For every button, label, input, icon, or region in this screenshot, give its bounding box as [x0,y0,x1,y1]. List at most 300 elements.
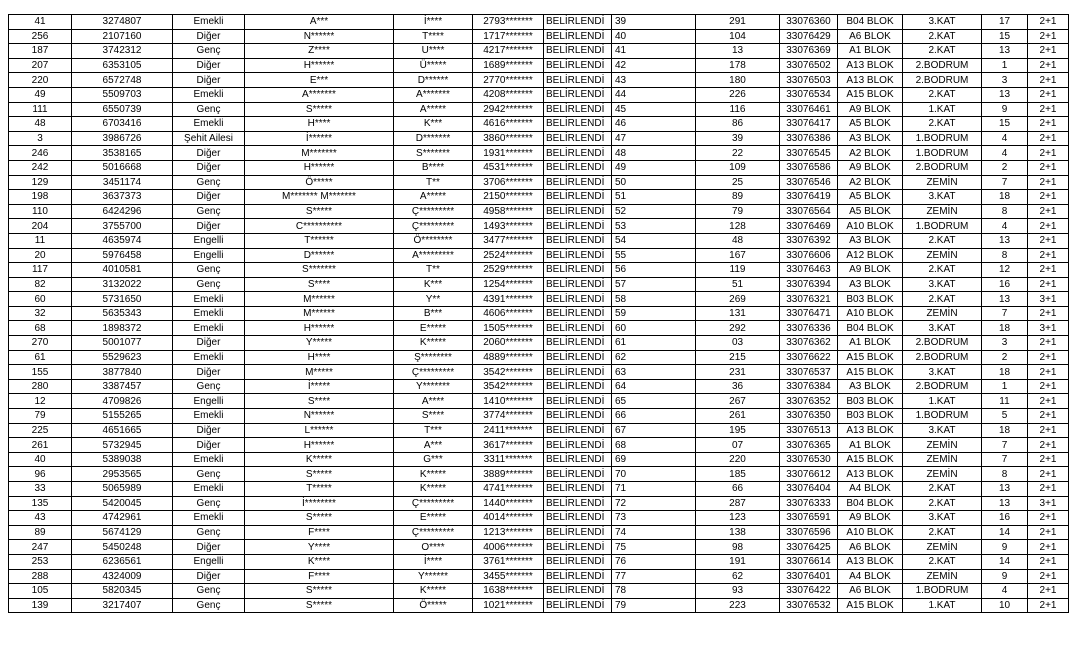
cell-ad: N****** [245,29,394,44]
cell-basvuru-no: 6550739 [72,102,173,117]
cell-kategori: Engelli [173,394,245,409]
cell-blok: A10 BLOK [838,525,903,540]
cell-sira-no: 246 [9,146,72,161]
cell-kura-sira: 40 [612,29,696,44]
table-row [9,321,1069,336]
cell-kura-sira: 65 [612,394,696,409]
cell-konut-no: 119 [696,263,780,278]
cell-sira-no: 204 [9,219,72,234]
cell-ad: F**** [245,525,394,540]
cell-kat: 2.BODRUM [903,73,982,88]
allocation-table [8,14,1069,613]
cell-kat: 1.BODRUM [903,584,982,599]
cell-tc-kimlik: 1440******* [473,496,544,511]
cell-bagimsiz-bolum-no: 33076404 [780,482,838,497]
cell-blok: A12 BLOK [838,248,903,263]
cell-blok: B03 BLOK [838,394,903,409]
cell-konut-no: 128 [696,219,780,234]
cell-durum: BELİRLENDİ [544,73,612,88]
cell-tc-kimlik: 2524******* [473,248,544,263]
cell-oda-sayisi: 2+1 [1028,233,1069,248]
cell-soyad: K***** [394,482,473,497]
cell-tc-kimlik: 2942******* [473,102,544,117]
cell-ad: A*** [245,15,394,30]
cell-bagimsiz-bolum-no: 33076612 [780,467,838,482]
cell-ad: T***** [245,482,394,497]
cell-durum: BELİRLENDİ [544,350,612,365]
cell-blok: A9 BLOK [838,160,903,175]
cell-ad: H****** [245,58,394,73]
cell-bagimsiz-bolum-no: 33076369 [780,44,838,59]
cell-kategori: Diğer [173,438,245,453]
cell-kategori: Genç [173,467,245,482]
cell-bagimsiz-bolum-no: 33076606 [780,248,838,263]
cell-kategori: Genç [173,584,245,599]
cell-daire-no: 14 [982,554,1028,569]
cell-daire-no: 4 [982,219,1028,234]
cell-oda-sayisi: 2+1 [1028,394,1069,409]
cell-kat: 2.KAT [903,44,982,59]
cell-sira-no: 270 [9,336,72,351]
cell-oda-sayisi: 3+1 [1028,496,1069,511]
cell-bagimsiz-bolum-no: 33076534 [780,87,838,102]
cell-kura-sira: 44 [612,87,696,102]
cell-kat: 2.KAT [903,233,982,248]
cell-ad: S**** [245,394,394,409]
cell-durum: BELİRLENDİ [544,525,612,540]
cell-basvuru-no: 3387457 [72,379,173,394]
table-row [9,58,1069,73]
cell-konut-no: 39 [696,131,780,146]
cell-kat: 2.KAT [903,496,982,511]
cell-basvuru-no: 2953565 [72,467,173,482]
cell-tc-kimlik: 1213******* [473,525,544,540]
cell-ad: Ö***** [245,175,394,190]
cell-daire-no: 1 [982,58,1028,73]
cell-daire-no: 18 [982,423,1028,438]
cell-tc-kimlik: 4014******* [473,511,544,526]
cell-basvuru-no: 6424296 [72,204,173,219]
cell-basvuru-no: 5001077 [72,336,173,351]
cell-ad: M******* M******* [245,190,394,205]
cell-basvuru-no: 5529623 [72,350,173,365]
cell-kat: 3.KAT [903,15,982,30]
cell-tc-kimlik: 4217******* [473,44,544,59]
cell-daire-no: 8 [982,248,1028,263]
cell-ad: Z**** [245,44,394,59]
cell-kategori: Diğer [173,190,245,205]
cell-kat: 1.BODRUM [903,219,982,234]
table-row [9,117,1069,132]
cell-sira-no: 41 [9,15,72,30]
cell-bagimsiz-bolum-no: 33076564 [780,204,838,219]
cell-bagimsiz-bolum-no: 33076401 [780,569,838,584]
cell-sira-no: 129 [9,175,72,190]
cell-kura-sira: 69 [612,452,696,467]
cell-daire-no: 8 [982,204,1028,219]
cell-kura-sira: 49 [612,160,696,175]
cell-konut-no: 167 [696,248,780,263]
cell-oda-sayisi: 2+1 [1028,160,1069,175]
table-row [9,73,1069,88]
cell-kat: 2.KAT [903,482,982,497]
cell-blok: A6 BLOK [838,540,903,555]
cell-sira-no: 32 [9,306,72,321]
cell-tc-kimlik: 2411******* [473,423,544,438]
cell-oda-sayisi: 2+1 [1028,58,1069,73]
cell-bagimsiz-bolum-no: 33076532 [780,598,838,613]
cell-ad: İ****** [245,131,394,146]
cell-konut-no: 13 [696,44,780,59]
cell-konut-no: 86 [696,117,780,132]
cell-tc-kimlik: 1689******* [473,58,544,73]
cell-durum: BELİRLENDİ [544,117,612,132]
cell-daire-no: 9 [982,569,1028,584]
cell-sira-no: 280 [9,379,72,394]
cell-blok: A9 BLOK [838,263,903,278]
cell-bagimsiz-bolum-no: 33076591 [780,511,838,526]
cell-sira-no: 225 [9,423,72,438]
cell-kategori: Genç [173,102,245,117]
cell-oda-sayisi: 2+1 [1028,44,1069,59]
table-row [9,350,1069,365]
cell-kategori: Emekli [173,452,245,467]
cell-blok: A2 BLOK [838,146,903,161]
cell-soyad: T** [394,175,473,190]
cell-bagimsiz-bolum-no: 33076392 [780,233,838,248]
cell-tc-kimlik: 3617******* [473,438,544,453]
cell-oda-sayisi: 2+1 [1028,175,1069,190]
cell-tc-kimlik: 3455******* [473,569,544,584]
cell-daire-no: 2 [982,160,1028,175]
cell-konut-no: 48 [696,233,780,248]
cell-kategori: Diğer [173,336,245,351]
cell-tc-kimlik: 4889******* [473,350,544,365]
cell-sira-no: 110 [9,204,72,219]
cell-blok: A4 BLOK [838,482,903,497]
cell-durum: BELİRLENDİ [544,248,612,263]
cell-tc-kimlik: 4391******* [473,292,544,307]
cell-durum: BELİRLENDİ [544,131,612,146]
cell-oda-sayisi: 2+1 [1028,336,1069,351]
cell-sira-no: 60 [9,292,72,307]
cell-basvuru-no: 5155265 [72,409,173,424]
cell-ad: S******* [245,263,394,278]
cell-kategori: Emekli [173,292,245,307]
cell-kategori: Diğer [173,29,245,44]
cell-basvuru-no: 5065989 [72,482,173,497]
table-row [9,496,1069,511]
cell-sira-no: 288 [9,569,72,584]
cell-soyad: B*** [394,306,473,321]
cell-oda-sayisi: 2+1 [1028,525,1069,540]
cell-konut-no: 215 [696,350,780,365]
cell-oda-sayisi: 3+1 [1028,292,1069,307]
cell-tc-kimlik: 3311******* [473,452,544,467]
cell-oda-sayisi: 2+1 [1028,598,1069,613]
cell-durum: BELİRLENDİ [544,365,612,380]
cell-sira-no: 155 [9,365,72,380]
cell-ad: D****** [245,248,394,263]
cell-oda-sayisi: 2+1 [1028,584,1069,599]
cell-durum: BELİRLENDİ [544,102,612,117]
cell-ad: S***** [245,584,394,599]
cell-oda-sayisi: 2+1 [1028,423,1069,438]
cell-kat: 3.KAT [903,511,982,526]
cell-soyad: A******* [394,87,473,102]
cell-kategori: Diğer [173,365,245,380]
cell-konut-no: 180 [696,73,780,88]
cell-sira-no: 12 [9,394,72,409]
cell-daire-no: 15 [982,117,1028,132]
cell-soyad: Y** [394,292,473,307]
cell-daire-no: 14 [982,525,1028,540]
cell-kategori: Emekli [173,87,245,102]
cell-kura-sira: 39 [612,15,696,30]
cell-durum: BELİRLENDİ [544,58,612,73]
cell-daire-no: 13 [982,292,1028,307]
cell-konut-no: 191 [696,554,780,569]
cell-soyad: T*** [394,423,473,438]
cell-daire-no: 13 [982,233,1028,248]
cell-durum: BELİRLENDİ [544,569,612,584]
cell-kat: ZEMİN [903,306,982,321]
cell-soyad: K*** [394,277,473,292]
table-row [9,146,1069,161]
cell-basvuru-no: 3986726 [72,131,173,146]
cell-konut-no: 22 [696,146,780,161]
cell-ad: E*** [245,73,394,88]
cell-oda-sayisi: 2+1 [1028,569,1069,584]
cell-durum: BELİRLENDİ [544,292,612,307]
cell-kat: 2.KAT [903,29,982,44]
cell-bagimsiz-bolum-no: 33076622 [780,350,838,365]
cell-kura-sira: 79 [612,598,696,613]
cell-durum: BELİRLENDİ [544,409,612,424]
cell-kategori: Genç [173,496,245,511]
cell-durum: BELİRLENDİ [544,87,612,102]
cell-blok: A13 BLOK [838,467,903,482]
cell-soyad: K***** [394,467,473,482]
cell-basvuru-no: 6703416 [72,117,173,132]
cell-durum: BELİRLENDİ [544,554,612,569]
cell-basvuru-no: 5976458 [72,248,173,263]
cell-durum: BELİRLENDİ [544,511,612,526]
cell-kategori: Genç [173,379,245,394]
cell-basvuru-no: 3755700 [72,219,173,234]
table-row [9,554,1069,569]
cell-durum: BELİRLENDİ [544,598,612,613]
cell-ad: H****** [245,321,394,336]
cell-daire-no: 7 [982,306,1028,321]
cell-durum: BELİRLENDİ [544,146,612,161]
cell-konut-no: 287 [696,496,780,511]
cell-daire-no: 13 [982,496,1028,511]
cell-basvuru-no: 4742961 [72,511,173,526]
cell-daire-no: 16 [982,511,1028,526]
cell-soyad: D****** [394,73,473,88]
cell-soyad: Ş******** [394,350,473,365]
table-row [9,190,1069,205]
cell-soyad: S******* [394,146,473,161]
cell-ad: K***** [245,452,394,467]
cell-kat: 3.KAT [903,321,982,336]
cell-daire-no: 9 [982,102,1028,117]
cell-basvuru-no: 2107160 [72,29,173,44]
table-body [9,15,1069,613]
cell-kura-sira: 73 [612,511,696,526]
cell-oda-sayisi: 2+1 [1028,365,1069,380]
cell-soyad: Ç********* [394,496,473,511]
cell-blok: B03 BLOK [838,292,903,307]
cell-daire-no: 16 [982,277,1028,292]
cell-durum: BELİRLENDİ [544,15,612,30]
cell-durum: BELİRLENDİ [544,29,612,44]
cell-sira-no: 117 [9,263,72,278]
cell-tc-kimlik: 4606******* [473,306,544,321]
cell-sira-no: 3 [9,131,72,146]
cell-soyad: K***** [394,336,473,351]
cell-blok: A13 BLOK [838,423,903,438]
cell-sira-no: 111 [9,102,72,117]
cell-sira-no: 139 [9,598,72,613]
cell-kat: 2.BODRUM [903,350,982,365]
table-row [9,511,1069,526]
cell-bagimsiz-bolum-no: 33076503 [780,73,838,88]
cell-kura-sira: 76 [612,554,696,569]
cell-durum: BELİRLENDİ [544,44,612,59]
cell-kura-sira: 68 [612,438,696,453]
cell-kat: 2.KAT [903,263,982,278]
cell-daire-no: 3 [982,336,1028,351]
cell-soyad: Y******* [394,379,473,394]
cell-daire-no: 9 [982,540,1028,555]
cell-blok: A1 BLOK [838,336,903,351]
cell-durum: BELİRLENDİ [544,233,612,248]
cell-basvuru-no: 5389038 [72,452,173,467]
cell-konut-no: 66 [696,482,780,497]
cell-kat: 1.BODRUM [903,409,982,424]
cell-oda-sayisi: 2+1 [1028,263,1069,278]
cell-kategori: Emekli [173,117,245,132]
cell-tc-kimlik: 1505******* [473,321,544,336]
cell-kat: 2.BODRUM [903,160,982,175]
cell-bagimsiz-bolum-no: 33076502 [780,58,838,73]
cell-bagimsiz-bolum-no: 33076429 [780,29,838,44]
cell-kura-sira: 67 [612,423,696,438]
cell-kategori: Emekli [173,306,245,321]
table-row [9,219,1069,234]
cell-kura-sira: 62 [612,350,696,365]
cell-bagimsiz-bolum-no: 33076537 [780,365,838,380]
cell-kat: 1.KAT [903,394,982,409]
cell-konut-no: 195 [696,423,780,438]
cell-blok: A13 BLOK [838,554,903,569]
cell-kura-sira: 46 [612,117,696,132]
cell-konut-no: 116 [696,102,780,117]
cell-basvuru-no: 4709826 [72,394,173,409]
cell-konut-no: 131 [696,306,780,321]
cell-kat: 3.KAT [903,277,982,292]
table-row [9,482,1069,497]
cell-konut-no: 03 [696,336,780,351]
cell-sira-no: 253 [9,554,72,569]
cell-bagimsiz-bolum-no: 33076365 [780,438,838,453]
cell-tc-kimlik: 1638******* [473,584,544,599]
cell-bagimsiz-bolum-no: 33076384 [780,379,838,394]
cell-konut-no: 79 [696,204,780,219]
cell-sira-no: 96 [9,467,72,482]
cell-soyad: S**** [394,409,473,424]
cell-sira-no: 256 [9,29,72,44]
cell-sira-no: 247 [9,540,72,555]
cell-durum: BELİRLENDİ [544,496,612,511]
cell-konut-no: 93 [696,584,780,599]
table-row [9,438,1069,453]
cell-sira-no: 79 [9,409,72,424]
cell-basvuru-no: 3451174 [72,175,173,190]
cell-daire-no: 4 [982,131,1028,146]
cell-daire-no: 8 [982,467,1028,482]
cell-durum: BELİRLENDİ [544,452,612,467]
cell-daire-no: 18 [982,190,1028,205]
cell-ad: H****** [245,438,394,453]
cell-blok: B04 BLOK [838,496,903,511]
cell-kura-sira: 60 [612,321,696,336]
cell-kura-sira: 42 [612,58,696,73]
cell-daire-no: 5 [982,409,1028,424]
cell-blok: A6 BLOK [838,584,903,599]
cell-konut-no: 267 [696,394,780,409]
cell-kat: 2.KAT [903,117,982,132]
cell-basvuru-no: 1898372 [72,321,173,336]
cell-daire-no: 13 [982,482,1028,497]
cell-tc-kimlik: 2060******* [473,336,544,351]
cell-kategori: Şehit Ailesi [173,131,245,146]
cell-blok: A15 BLOK [838,452,903,467]
cell-kat: 1.KAT [903,598,982,613]
cell-soyad: Ç********* [394,525,473,540]
cell-konut-no: 223 [696,598,780,613]
cell-oda-sayisi: 2+1 [1028,87,1069,102]
cell-tc-kimlik: 1410******* [473,394,544,409]
cell-daire-no: 4 [982,146,1028,161]
cell-soyad: Ç********* [394,204,473,219]
cell-soyad: O**** [394,540,473,555]
cell-kat: 2.KAT [903,554,982,569]
cell-soyad: A***** [394,102,473,117]
cell-blok: A10 BLOK [838,219,903,234]
table-row [9,263,1069,278]
cell-blok: A5 BLOK [838,117,903,132]
cell-kura-sira: 74 [612,525,696,540]
cell-ad: S**** [245,277,394,292]
cell-kategori: Emekli [173,511,245,526]
cell-kat: 2.KAT [903,87,982,102]
cell-kat: ZEMİN [903,175,982,190]
cell-basvuru-no: 5820345 [72,584,173,599]
cell-konut-no: 291 [696,15,780,30]
cell-konut-no: 226 [696,87,780,102]
cell-kura-sira: 75 [612,540,696,555]
cell-oda-sayisi: 2+1 [1028,15,1069,30]
cell-tc-kimlik: 4616******* [473,117,544,132]
cell-konut-no: 104 [696,29,780,44]
table-row [9,15,1069,30]
cell-sira-no: 261 [9,438,72,453]
cell-soyad: D******* [394,131,473,146]
cell-bagimsiz-bolum-no: 33076419 [780,190,838,205]
